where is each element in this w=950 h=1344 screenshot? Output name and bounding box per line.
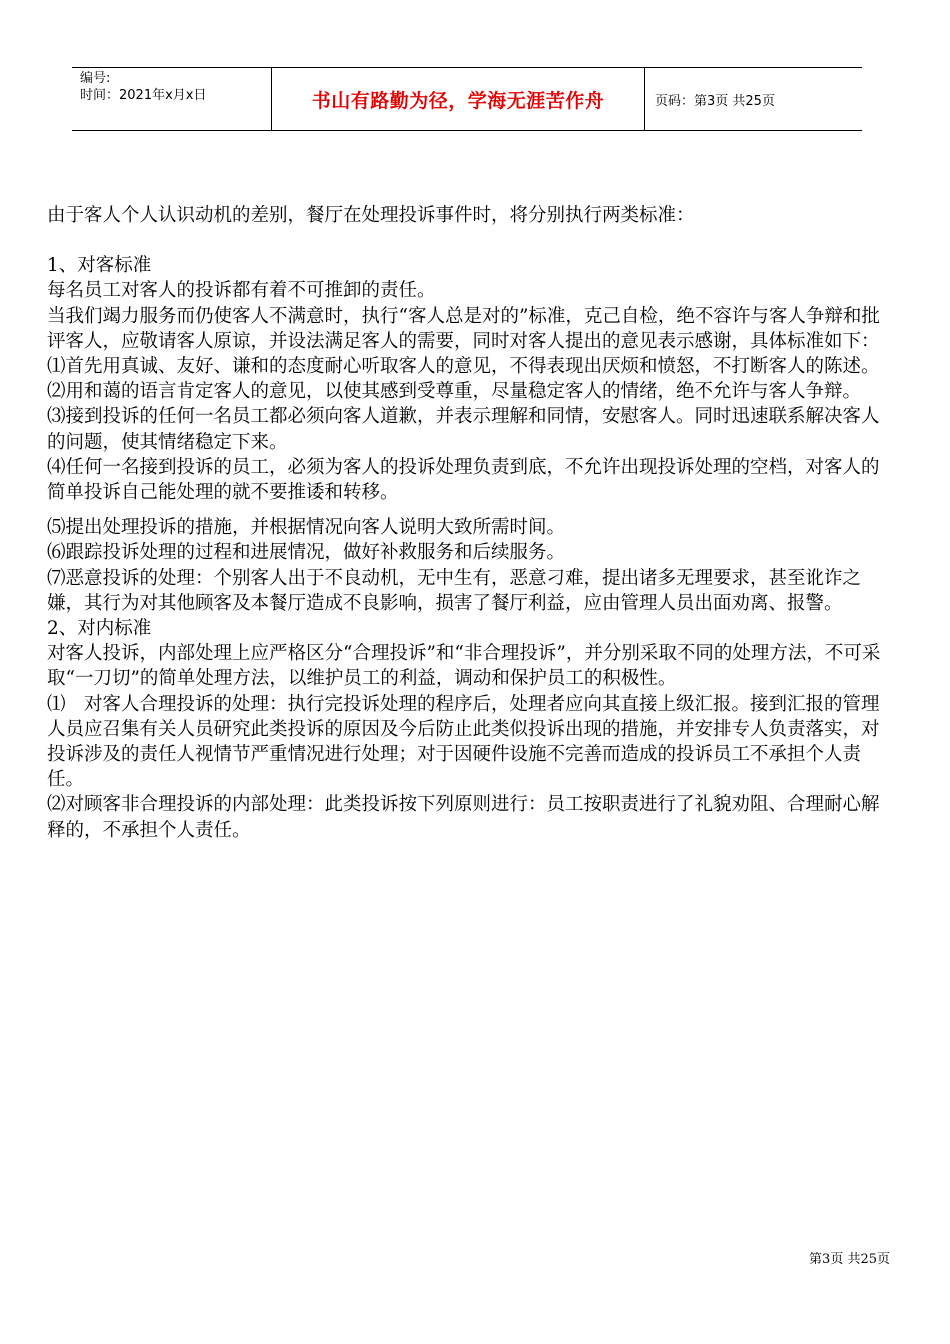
list-item: ⑹跟踪投诉处理的过程和进展情况，做好补救服务和后续服务。 [47, 542, 566, 564]
list-item: ⑺恶意投诉的处理：个别客人出于不良动机，无中生有，恶意刁难，提出诸多无理要求，甚至讹诈之嫌，其行为对其他顾客及本餐厅造成不良影响，损害了餐厅利益，应由管理人员出面劝离、报警。 [47, 567, 862, 614]
header-motto: 书山有路勤为径，学海无涯苦作舟 [272, 68, 645, 130]
intro-paragraph: 由于客人个人认识动机的差别，餐厅在处理投诉事件时，将分别执行两类标准： [47, 205, 695, 226]
document-header [72, 67, 862, 131]
paragraph: 每名员工对客人的投诉都有着不可推卸的责任。 [47, 280, 436, 302]
paragraph: 对客人投诉，内部处理上应严格区分“合理投诉”和“非合理投诉”，并分别采取不同的处理方法，不可采取“一刀切”的简单处理方法，以维护员工的利益，调动和保护员工的积极性。 [47, 643, 881, 690]
section-title-1: 1、对客标准 [47, 255, 152, 277]
list-item: ⑴首先用真诚、友好、谦和的态度耐心听取客人的意见，不得表现出厌烦和愤怒，不打断客人的陈述。 [47, 356, 880, 378]
number-label: 编号: [80, 71, 111, 86]
header-page-label: 页码：第3页 共25页 [655, 93, 775, 109]
list-item: ⑵用和蔼的语言肯定客人的意见，以使其感到受尊重，尽量稳定客人的情绪，绝不允许与客人争辩。 [47, 381, 862, 403]
date-label: 时间：2021年x月x日 [80, 88, 207, 103]
list-item: ⑶接到投诉的任何一名员工都必须向客人道歉，并表示理解和同情，安慰客人。同时迅速联系解决客人的问题，使其情绪稳定下来。 [47, 406, 880, 453]
document-body [47, 203, 895, 843]
list-item: ⑷任何一名接到投诉的员工，必须为客人的投诉处理负责到底，不允许出现投诉处理的空档，对客人的简单投诉自己能处理的就不要推诿和转移。 [47, 456, 880, 504]
paragraph: 当我们竭力服务而仍使客人不满意时，执行“客人总是对的”标准，克己自检，绝不容许与客人争辩和批评客人，应敬请客人原谅，并设法满足客人的需要，同时对客人提出的意见表示感谢，具体标准如下： [47, 305, 880, 352]
section-title-2: 2、对内标准 [47, 618, 152, 640]
list-item: ⑵对顾客非合理投诉的内部处理：此类投诉按下列原则进行：员工按职责进行了礼貌劝阻、合理耐心解释的，不承担个人责任。 [47, 794, 880, 841]
list-item: ⑸提出处理投诉的措施，并根据情况向客人说明大致所需时间。 [47, 517, 566, 539]
footer-page-number: 第3页 共25页 [809, 1252, 890, 1267]
list-item: ⑴ 对客人合理投诉的处理：执行完投诉处理的程序后，处理者应向其直接上级汇报。接到汇报的管理人员应召集有关人员研究此类投诉的原因及今后防止此类似投诉出现的措施，并安排专人负责落实，对投诉涉及的责任人视情节严重情况进行处理；对于因硬件设施不完善而造成的投诉员工不承担个人责任。 [47, 693, 880, 791]
header-meta [72, 68, 272, 130]
